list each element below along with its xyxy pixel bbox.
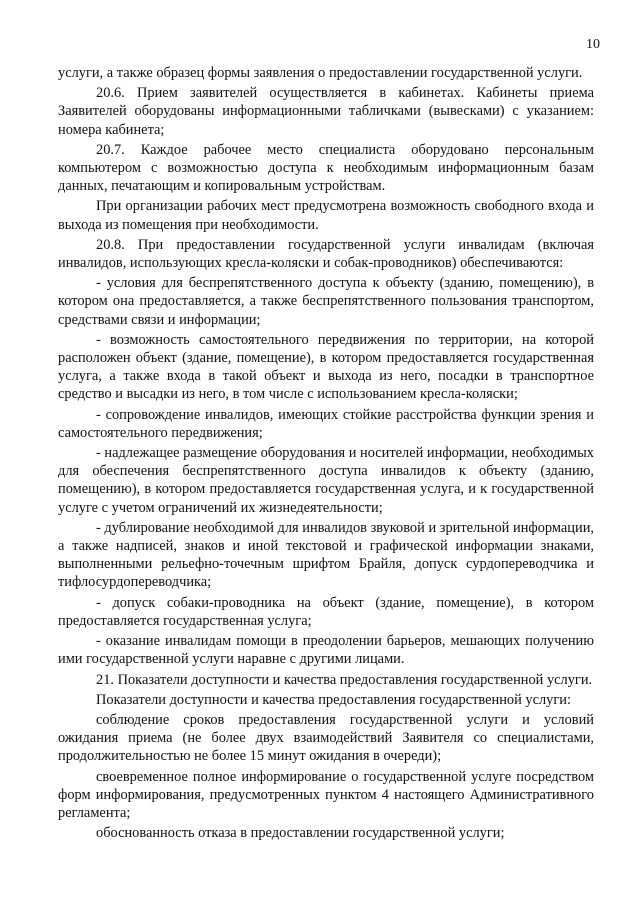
list-item: - допуск собаки-проводника на объект (здание, помещение), в котором предоставляется государственная услуга; xyxy=(58,594,594,629)
paragraph: При организации рабочих мест предусмотрена возможность свободного входа и выхода из помещения при необходимости. xyxy=(58,198,594,233)
paragraph: услуги, а также образец формы заявления о предоставлении государственной услуги. xyxy=(58,65,583,81)
list-item: своевременное полное информирование о государственной услуге посредством форм информирования, предусмотренных пунктом 4 настоящего Административного регламента; xyxy=(58,768,594,821)
paragraph: 20.8. При предоставлении государственной услуги инвалидам (включая инвалидов, использующих кресла-коляски и собак-проводников) обеспечиваются: xyxy=(58,236,594,272)
list-item: - возможность самостоятельного передвижения по территории, на которой расположен объект (здание, помещение), в котором предоставляется государственная услуга, а также входа в такой объект и выхода из него, посадки в транспортное средство и высадки из него, в том числе с использованием кресла-коляски; xyxy=(58,331,594,403)
paragraph: 20.7. Каждое рабочее место специалиста оборудовано персональным компьютером с возможностью доступа к необходимым информационным базам данных, печатающим и копировальным устройствам. xyxy=(58,141,594,195)
paragraph: Показатели доступности и качества предоставления государственной услуги: xyxy=(96,691,571,708)
list-item: обоснованность отказа в предоставлении государственной услуги; xyxy=(96,825,505,842)
list-item: - условия для беспрепятственного доступа к объекту (зданию, помещению), в котором она предоставляется, а также беспрепятственного пользования транспортом, средствами связи и информации; xyxy=(58,275,594,328)
list-item: - оказание инвалидам помощи в преодолении барьеров, мешающих получению ими государственной услуги наравне с другими лицами. xyxy=(58,633,594,668)
list-item: - надлежащее размещение оборудования и носителей информации, необходимых для обеспечения беспрепятственного доступа инвалидов к объекту (зданию, помещению), в котором предоставляется государственная услуга, и к государственной услуге с учетом ограничений их жизнедеятельности; xyxy=(58,445,594,516)
list-item: - дублирование необходимой для инвалидов звуковой и зрительной информации, а также надписей, знаков и иной текстовой и графической информации знаками, выполненными рельефно-точечным шрифтом Брайля, допуск сурдопереводчика и тифлосурдопереводчика; xyxy=(58,519,594,591)
list-item: - сопровождение инвалидов, имеющих стойкие расстройства функции зрения и самостоятельного передвижения; xyxy=(58,406,594,441)
list-item: соблюдение сроков предоставления государственной услуги и условий ожидания приема (не более двух взаимодействий Заявителя со специалистами, продолжительностью не более 15 минут ожидания в очереди); xyxy=(58,711,594,765)
page-number: 10 xyxy=(586,37,600,52)
document-body xyxy=(58,64,594,842)
paragraph: 20.6. Прием заявителей осуществляется в кабинетах. Кабинеты приема Заявителей оборудованы информационными табличками (вывесками) с указанием: номера кабинета; xyxy=(58,85,594,138)
section-heading: 21. Показатели доступности и качества предоставления государственной услуги. xyxy=(96,671,593,688)
